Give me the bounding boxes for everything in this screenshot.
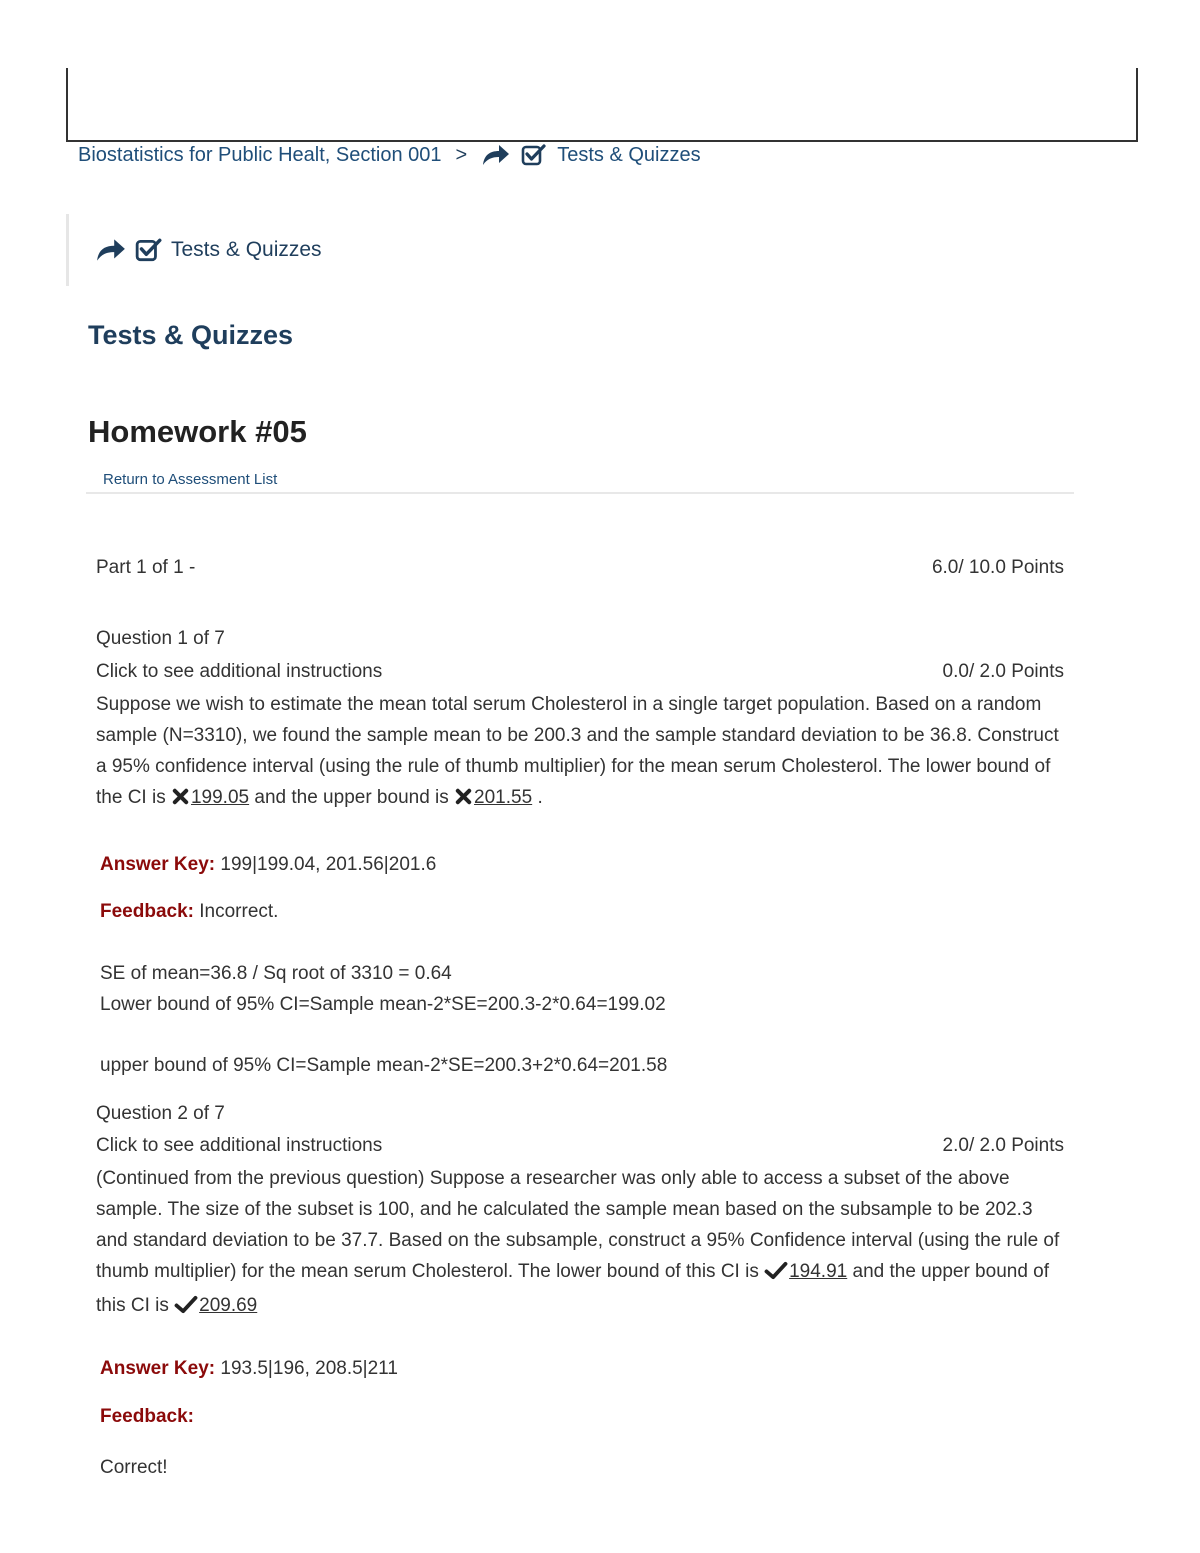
share-icon (95, 237, 127, 263)
feedback-line: upper bound of 95% CI=Sample mean-2*SE=200.3+2*0.64=201.58 (100, 1055, 668, 1076)
assessment-title: Homework #05 (88, 414, 307, 449)
question-2-points: 2.0/ 2.0 Points (942, 1135, 1064, 1156)
question-1-answer-upper[interactable]: 201.55 (474, 787, 533, 808)
question-1-answer-lower[interactable]: 199.05 (190, 787, 250, 808)
answer-key-label: Answer Key: (100, 854, 216, 875)
question-1-feedback (100, 901, 278, 923)
part-label: Part 1 of 1 - (96, 557, 196, 578)
tool-title: Tests & Quizzes (88, 320, 294, 350)
correct-check-icon (174, 1293, 198, 1324)
question-2-answer-upper[interactable]: 209.69 (199, 1295, 258, 1316)
answer-key-value: 193.5|196, 208.5|211 (220, 1358, 398, 1379)
breadcrumb (78, 140, 701, 170)
incorrect-x-icon (454, 785, 473, 816)
question-2-instructions-row (96, 1135, 1064, 1157)
question-1-instructions-link[interactable]: Click to see additional instructions (96, 661, 383, 682)
part-row (96, 557, 1064, 579)
answer-key-value: 199|199.04, 201.56|201.6 (220, 854, 437, 875)
breadcrumb-course-link[interactable]: Biostatistics for Public Healt, Section 001 (78, 143, 442, 166)
question-1-text-after: . (532, 787, 543, 808)
divider (86, 492, 1074, 494)
question-2-text-middle: and the upper bound of this CI is (96, 1261, 1050, 1316)
question-2-answer-lower[interactable]: 194.91 (789, 1261, 848, 1282)
question-2-instructions-link[interactable]: Click to see additional instructions (96, 1135, 383, 1156)
question-2-number: Question 2 of 7 (96, 1103, 225, 1124)
question-2-text (96, 1163, 1064, 1324)
question-1-text (96, 689, 1064, 816)
question-1-text-before: Suppose we wish to estimate the mean total serum Cholesterol in a single target population. Based on a random sample (N=3310), we found the sample mean to be 200.3 and the sample standard deviation to be 36.8. Construct a 95% confidence interval (using the rule of thumb multiplier) for the mean serum Cholesterol. The lower bound of the CI is (96, 694, 1059, 808)
breadcrumb-separator: > (455, 143, 468, 166)
question-2-answer-key (100, 1358, 398, 1380)
part-points: 6.0/ 10.0 Points (931, 557, 1064, 578)
tool-header-label: Tests & Quizzes (171, 238, 322, 261)
question-1-points: 0.0/ 2.0 Points (942, 661, 1064, 682)
check-square-icon (521, 143, 547, 167)
feedback-label: Feedback: (100, 1406, 194, 1427)
top-frame (66, 68, 1138, 142)
question-2-text-before: (Continued from the previous question) Suppose a researcher was only able to access a subset of the above sample. The size of the subset is 100, and he calculated the sample mean based on the subsample to be 202.3 and standard deviation to be 37.7. Based on the subsample, construct a 95% Confidence interval (using the rule of thumb multiplier) for the mean serum Cholesterol. The lower bound of this CI is (96, 1168, 1060, 1282)
correct-check-icon (764, 1259, 788, 1290)
answer-key-label: Answer Key: (100, 1358, 216, 1379)
feedback-label: Feedback: (100, 901, 194, 922)
question-2-feedback (100, 1406, 194, 1428)
question-1-instructions-row (96, 661, 1064, 683)
question-1-text-middle: and the upper bound is (249, 787, 455, 808)
feedback-value: Incorrect. (199, 901, 279, 922)
feedback-line: Lower bound of 95% CI=Sample mean-2*SE=200.3-2*0.64=199.02 (100, 994, 666, 1015)
return-to-assessment-list-link[interactable]: Return to Assessment List (103, 471, 278, 488)
check-square-icon (135, 237, 163, 263)
feedback-value: Correct! (100, 1457, 168, 1478)
incorrect-x-icon (171, 785, 190, 816)
tool-header[interactable] (66, 214, 495, 286)
feedback-line: SE of mean=36.8 / Sq root of 3310 = 0.64 (100, 963, 452, 984)
question-1-number: Question 1 of 7 (96, 628, 225, 649)
question-1-answer-key (100, 854, 436, 876)
share-icon (481, 143, 511, 167)
breadcrumb-tool-link[interactable]: Tests & Quizzes (557, 143, 701, 166)
